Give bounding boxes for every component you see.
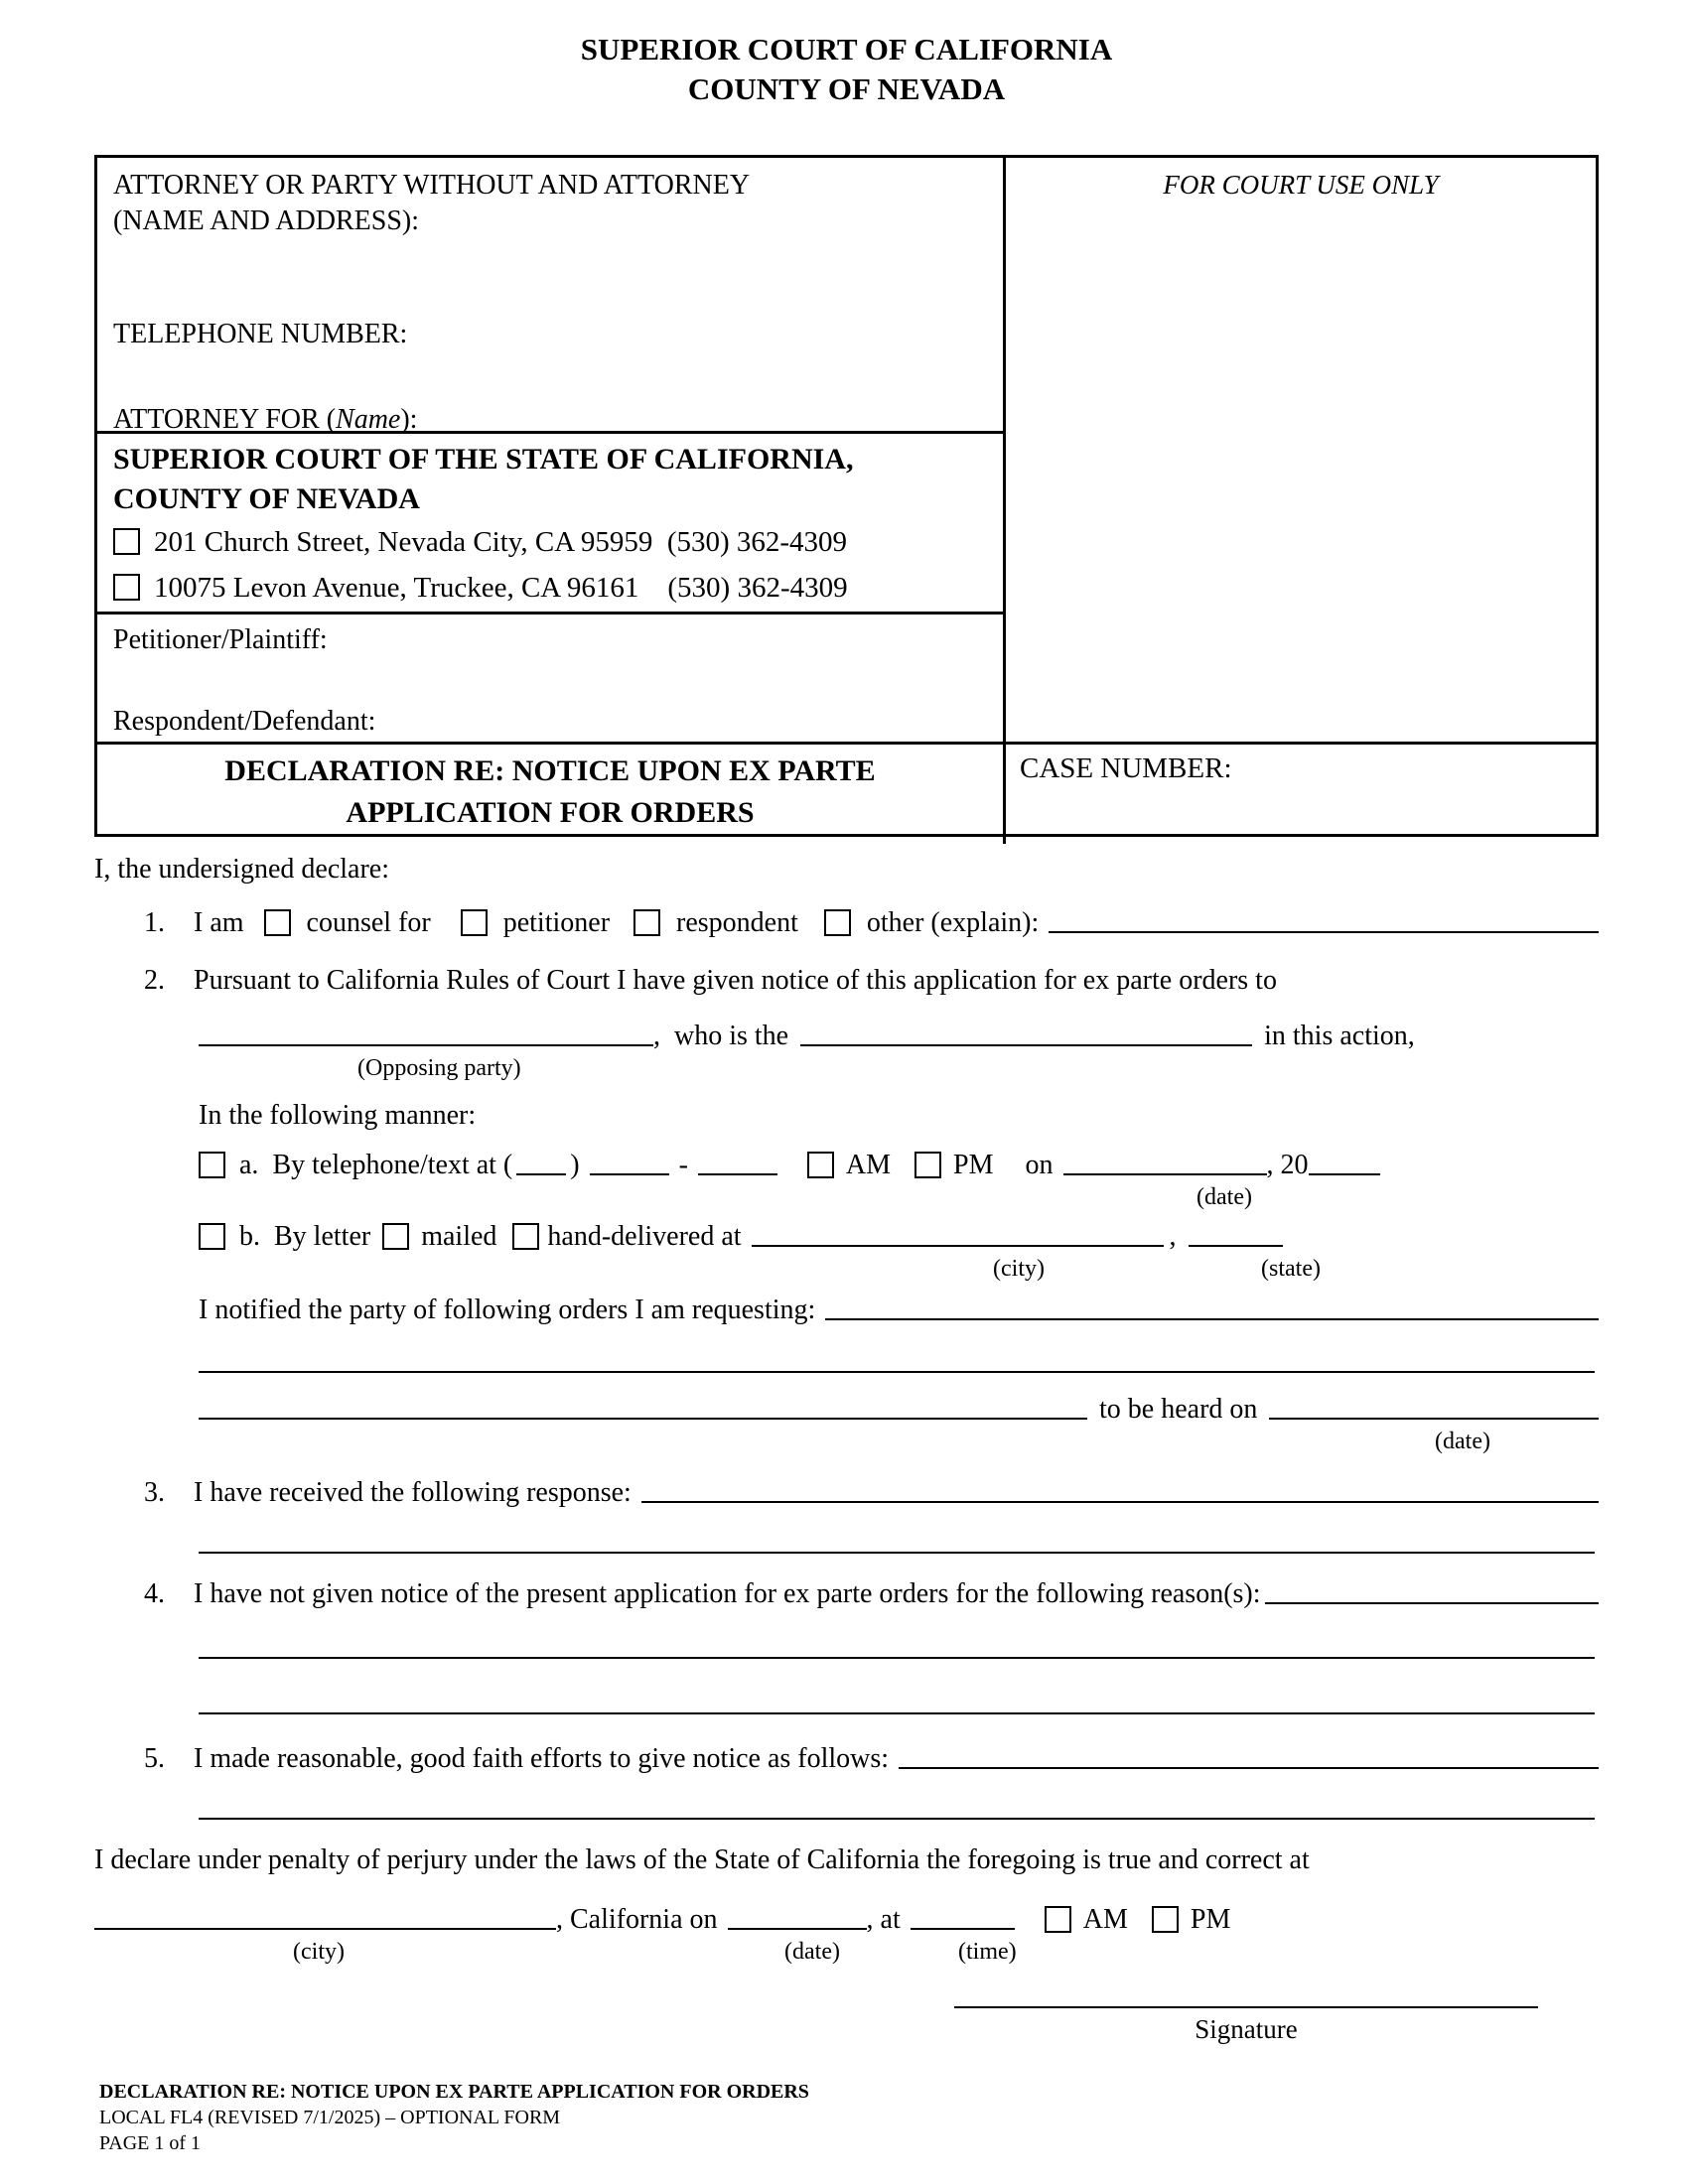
item-5-lead: I made reasonable, good faith efforts to give notice as follows: (194, 1743, 890, 1774)
phone-area-code-line[interactable] (516, 1161, 566, 1175)
opposing-party-field-line[interactable] (199, 1032, 653, 1046)
by-telephone-label: By telephone/text at ( (272, 1150, 513, 1180)
declaration-time-caption: (time) (958, 1939, 1017, 1965)
option-b-comma: , (1169, 1221, 1177, 1252)
case-number-cell (1003, 745, 1596, 844)
address-row-truckee (113, 565, 987, 611)
opposing-party-caption: (Opposing party) (357, 1055, 521, 1081)
court-address-cell (97, 434, 1003, 614)
signature-block (954, 2006, 1538, 2045)
no-notice-reason-line-3[interactable] (199, 1712, 1595, 1714)
pm-checkbox-declaration[interactable] (1152, 1906, 1179, 1933)
for-court-use-cell (1003, 158, 1596, 745)
hand-delivered-label: hand-delivered at (547, 1221, 742, 1252)
petitioner-label-item1: petitioner (502, 907, 611, 938)
phone-dash: - (678, 1150, 688, 1180)
item-1-i-am: I am (194, 907, 244, 938)
response-line-1[interactable] (641, 1489, 1599, 1503)
no-notice-reason-line-2[interactable] (199, 1657, 1595, 1659)
telephone-label: TELEPHONE NUMBER: (113, 319, 408, 349)
orders-requested-line-3[interactable] (199, 1406, 1087, 1420)
orders-requested-line-1[interactable] (825, 1306, 1599, 1320)
attorney-for-label (113, 402, 987, 438)
respondent-label: Respondent/Defendant: (113, 706, 376, 737)
in-this-action-label: in this action, (1264, 1021, 1415, 1051)
heard-caption-row (94, 1429, 1599, 1458)
other-explain-label: other (explain): (866, 907, 1040, 938)
declaration-city-caption: (city) (293, 1939, 345, 1965)
perjury-lead: I declare under penalty of perjury under the laws of the State of California the foregoing is true and correct at (94, 1844, 1310, 1875)
at-label: , at (866, 1904, 901, 1935)
counsel-for-checkbox[interactable] (264, 909, 291, 936)
heard-row (199, 1393, 1599, 1427)
party-cell (97, 614, 1003, 745)
attorney-for-name-italic: Name (336, 404, 401, 435)
item-5-row (144, 1742, 1599, 1776)
option-b-caption-row (94, 1256, 1599, 1286)
form-title-line1: DECLARATION RE: NOTICE UPON EX PARTE (224, 754, 876, 787)
item-5-number: 5. (144, 1743, 165, 1774)
petitioner-checkbox[interactable] (461, 909, 488, 936)
manner-heading: In the following manner: (199, 1100, 477, 1131)
pm-label-notice: PM (953, 1150, 994, 1180)
petitioner-label: Petitioner/Plaintiff: (113, 624, 328, 655)
delivery-state-caption: (state) (1261, 1256, 1321, 1282)
item-3-lead: I have received the following response: (194, 1477, 632, 1508)
hearing-date-line[interactable] (1269, 1406, 1599, 1420)
attorney-label-line1: ATTORNEY OR PARTY WITHOUT AND ATTORNEY (113, 170, 751, 201)
opposing-party-caption-row (94, 1055, 1599, 1085)
attorney-for-pre: ATTORNEY FOR ( (113, 404, 337, 435)
no-notice-reason-line-1[interactable] (1265, 1590, 1599, 1604)
for-court-use-label: FOR COURT USE ONLY (1163, 170, 1439, 200)
efforts-line-1[interactable] (899, 1755, 1599, 1769)
perjury-caption-row (94, 1939, 1599, 1969)
court-name-line2: COUNTY OF NEVADA (113, 482, 420, 515)
on-label: on (1025, 1150, 1054, 1180)
page-title-line2: COUNTY OF NEVADA (687, 71, 1006, 106)
option-a-letter: a. (239, 1150, 259, 1180)
item-2-lead: Pursuant to California Rules of Court I have given notice of this application for ex parte orders to (194, 965, 1277, 996)
am-checkbox-notice[interactable] (807, 1152, 834, 1178)
address-row-nevada-city (113, 519, 987, 565)
respondent-label-item1: respondent (676, 907, 798, 938)
to-be-heard-on-label: to be heard on (1099, 1394, 1258, 1425)
respondent-checkbox[interactable] (633, 909, 660, 936)
comma-20-label: , 20 (1266, 1150, 1309, 1180)
item-2-number: 2. (144, 965, 165, 996)
attorney-label-line2: (NAME AND ADDRESS): (113, 205, 420, 236)
orders-requested-line-2[interactable] (199, 1371, 1595, 1373)
form-footer (99, 2079, 1599, 2156)
form-title-cell (97, 745, 1003, 844)
declaration-city-line[interactable] (94, 1916, 556, 1930)
hearing-date-caption: (date) (1435, 1429, 1490, 1454)
notified-row (199, 1294, 1599, 1327)
pm-checkbox-notice[interactable] (914, 1152, 941, 1178)
mailed-checkbox[interactable] (382, 1223, 409, 1250)
footer-form-number: LOCAL FL4 (REVISED 7/1/2025) – OPTIONAL FORM (99, 2107, 561, 2128)
response-line-2[interactable] (199, 1552, 1595, 1554)
caption-table (94, 155, 1599, 837)
opposing-party-row (199, 1020, 1599, 1053)
hand-delivered-checkbox[interactable] (512, 1223, 539, 1250)
signature-caption: Signature (1195, 2014, 1298, 2044)
am-label-declaration: AM (1082, 1904, 1128, 1935)
delivery-state-line[interactable] (1189, 1233, 1283, 1247)
item-4-lead: I have not given notice of the present application for ex parte orders for the following reason(s): (194, 1578, 1261, 1609)
option-b-letter: b. (239, 1221, 260, 1252)
truckee-address-checkbox[interactable] (113, 574, 140, 601)
declaration-time-line[interactable] (911, 1916, 1015, 1930)
notice-date-line[interactable] (1063, 1161, 1267, 1175)
paren-close: ) (570, 1150, 580, 1180)
declare-intro: I, the undersigned declare: (94, 854, 389, 885)
item-1-row (144, 906, 1599, 940)
am-checkbox-declaration[interactable] (1045, 1906, 1071, 1933)
item-1-number: 1. (144, 907, 165, 938)
footer-page-number: PAGE 1 of 1 (99, 2132, 202, 2154)
attorney-for-post: ): (400, 404, 418, 435)
signature-line[interactable] (954, 2006, 1538, 2008)
notice-year-line[interactable] (1309, 1161, 1380, 1175)
mailed-label: mailed (421, 1221, 497, 1252)
counsel-for-label: counsel for (306, 907, 431, 938)
page-title (94, 30, 1599, 109)
telephone-option-checkbox[interactable] (199, 1152, 225, 1178)
phone-suffix-line[interactable] (698, 1161, 777, 1175)
item-4-number: 4. (144, 1578, 165, 1609)
letter-option-checkbox[interactable] (199, 1223, 225, 1250)
declaration-date-line[interactable] (728, 1916, 867, 1930)
notified-lead: I notified the party of following orders I am requesting: (199, 1295, 816, 1325)
delivery-city-line[interactable] (752, 1233, 1164, 1247)
nevada-city-address-checkbox[interactable] (113, 528, 140, 555)
case-number-label: CASE NUMBER: (1020, 752, 1232, 784)
option-b-row (199, 1220, 1599, 1254)
by-letter-label: By letter (274, 1221, 371, 1252)
page-title-line1: SUPERIOR COURT OF CALIFORNIA (580, 32, 1113, 67)
declaration-date-caption: (date) (784, 1939, 840, 1965)
perjury-place-row (94, 1903, 1599, 1937)
court-name-line1: SUPERIOR COURT OF THE STATE OF CALIFORNIA, (113, 443, 854, 476)
notice-date-caption: (date) (1196, 1184, 1252, 1210)
attorney-info-cell (97, 158, 1003, 434)
delivery-city-caption: (city) (993, 1256, 1045, 1282)
party-role-field-line[interactable] (800, 1032, 1252, 1046)
other-checkbox[interactable] (824, 909, 851, 936)
pm-label-declaration: PM (1190, 1904, 1231, 1935)
am-label-notice: AM (845, 1150, 892, 1180)
item-4-row (144, 1577, 1599, 1611)
item-3-number: 3. (144, 1477, 165, 1508)
california-on-label: , California on (556, 1904, 718, 1935)
option-a-row (199, 1149, 1599, 1182)
item-3-row (144, 1476, 1599, 1510)
phone-prefix-line[interactable] (590, 1161, 669, 1175)
footer-form-title: DECLARATION RE: NOTICE UPON EX PARTE APPLICATION FOR ORDERS (99, 2081, 809, 2103)
who-is-the-label: , who is the (653, 1021, 789, 1051)
other-explain-field-line[interactable] (1049, 919, 1599, 933)
option-a-caption-row (94, 1184, 1599, 1214)
address-nevada-city: 201 Church Street, Nevada City, CA 95959 (530) 362-4309 (154, 526, 848, 558)
form-title-line2: APPLICATION FOR ORDERS (346, 796, 755, 829)
address-truckee: 10075 Levon Avenue, Truckee, CA 96161 (530) 362-4309 (154, 572, 848, 604)
item-2-row (144, 964, 1599, 998)
efforts-line-2[interactable] (199, 1818, 1595, 1820)
